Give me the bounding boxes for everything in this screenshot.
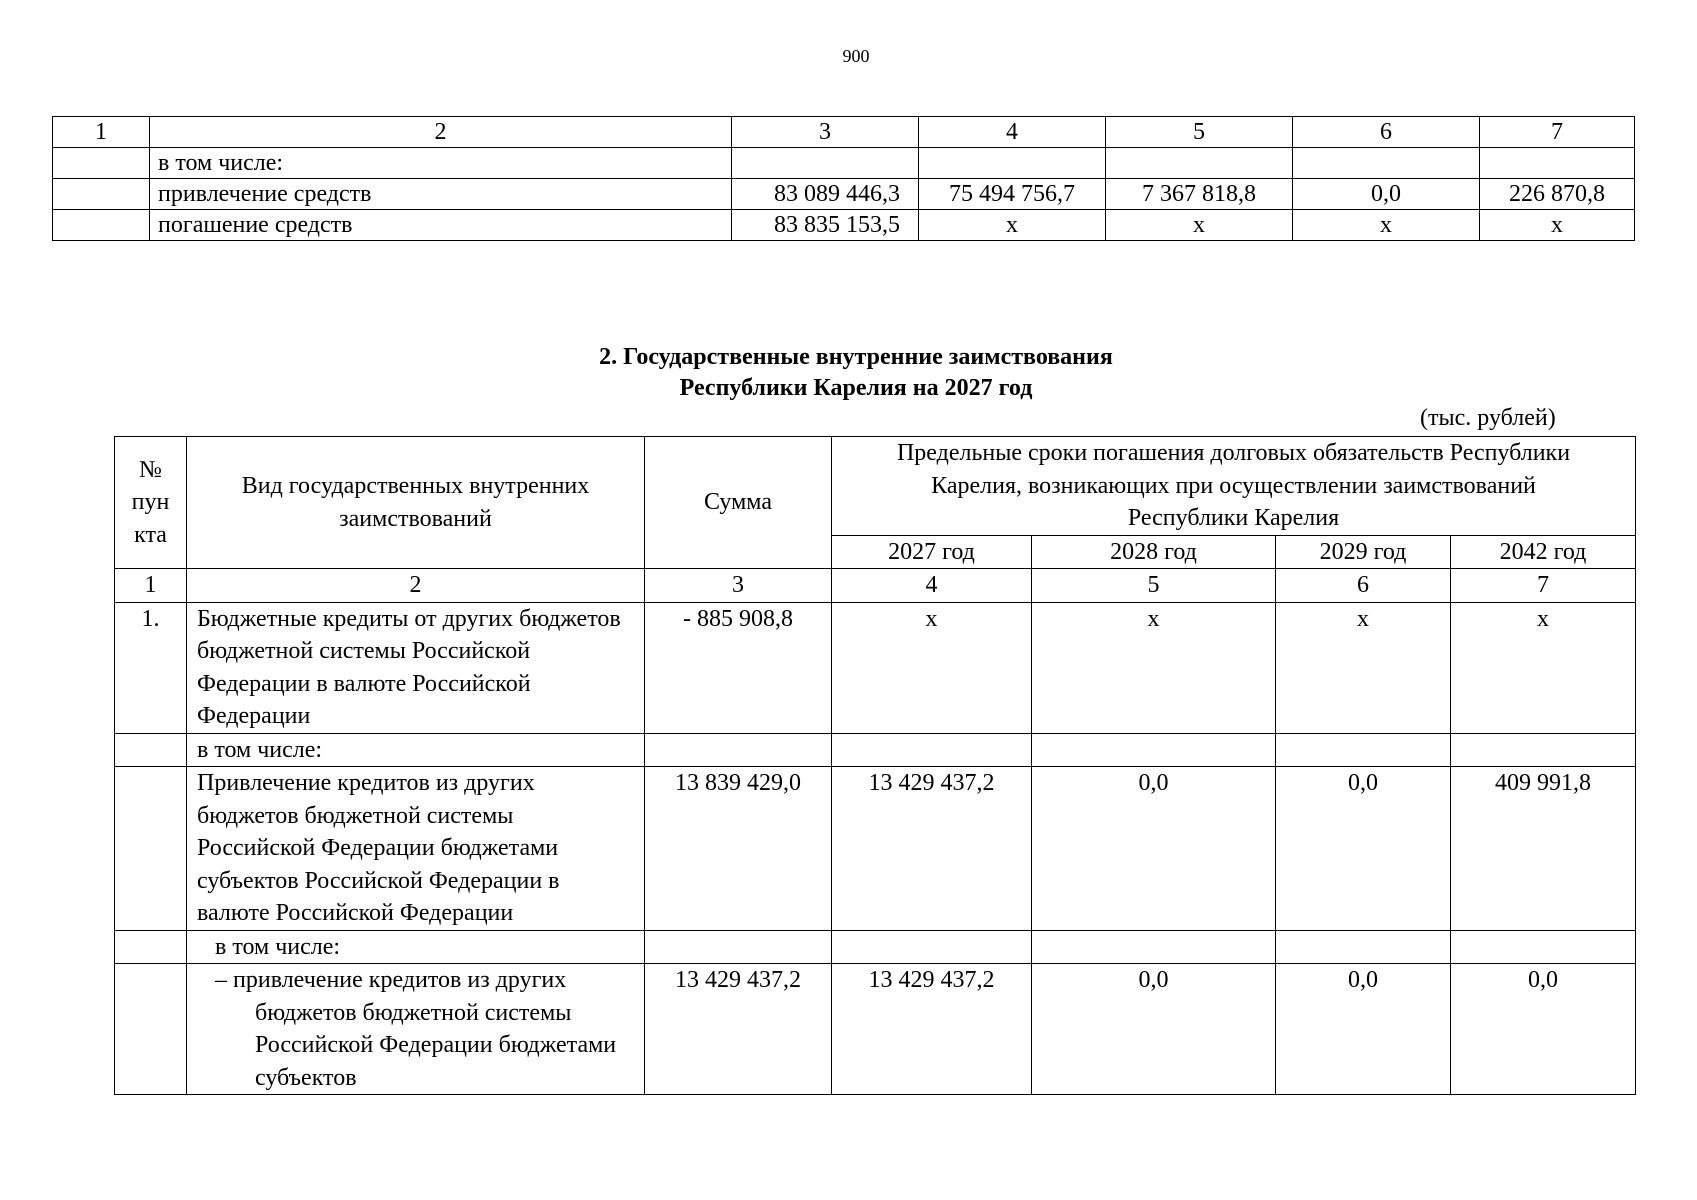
row-value: 409 991,8 — [1451, 767, 1636, 931]
row-sum: 83 089 446,3 — [732, 179, 919, 210]
row-value: x — [1451, 602, 1636, 733]
column-number: 7 — [1451, 569, 1636, 603]
row-number — [115, 767, 187, 931]
row-value — [1451, 733, 1636, 767]
row-value — [919, 148, 1106, 179]
row-value: x — [1480, 210, 1635, 241]
row-sum — [732, 148, 919, 179]
header-text: № — [139, 456, 162, 483]
row-value: 75 494 756,7 — [919, 179, 1106, 210]
row-value — [1451, 930, 1636, 964]
column-number: 7 — [1480, 117, 1635, 148]
column-number: 5 — [1106, 117, 1293, 148]
row-number — [53, 210, 150, 241]
header-item-number — [115, 437, 187, 569]
row-value: x — [1293, 210, 1480, 241]
row-value: 226 870,8 — [1480, 179, 1635, 210]
borrowings-table — [114, 436, 1636, 1095]
row-value — [1276, 930, 1451, 964]
column-number: 6 — [1276, 569, 1451, 603]
header-text: пун — [131, 489, 170, 516]
row-value: 0,0 — [1032, 767, 1276, 931]
row-name: Бюджетные кредиты от других бюджетов бюджетной системы Российской Федерации в валюте Российской Федерации — [187, 602, 645, 733]
row-sum: 13 429 437,2 — [645, 964, 832, 1095]
row-name — [187, 964, 645, 1095]
row-value — [1106, 148, 1293, 179]
row-value: x — [1276, 602, 1451, 733]
row-name: Привлечение кредитов из других бюджетов бюджетной системы Российской Федерации бюджетами субъектов Российской Федерации в валюте Российской Федерации — [187, 767, 645, 931]
row-value: x — [832, 602, 1032, 733]
row-name: привлечение средств — [150, 179, 732, 210]
row-value — [1480, 148, 1635, 179]
row-sum — [645, 733, 832, 767]
column-number: 4 — [832, 569, 1032, 603]
header-year: 2042 год — [1451, 535, 1636, 569]
row-value — [1276, 733, 1451, 767]
row-value: 13 429 437,2 — [832, 964, 1032, 1095]
table-row — [115, 602, 1636, 733]
row-value: 0,0 — [1032, 964, 1276, 1095]
row-value: x — [919, 210, 1106, 241]
row-number — [53, 179, 150, 210]
row-name: погашение средств — [150, 210, 732, 241]
table-row — [115, 733, 1636, 767]
column-number: 1 — [115, 569, 187, 603]
row-value: 0,0 — [1451, 964, 1636, 1095]
header-year: 2029 год — [1276, 535, 1451, 569]
row-number: 1. — [115, 602, 187, 733]
table-row — [53, 210, 1635, 241]
row-value — [1293, 148, 1480, 179]
row-sum — [645, 930, 832, 964]
table-header-row — [115, 437, 1636, 536]
section-title — [0, 342, 1697, 404]
row-name: в том числе: — [187, 930, 645, 964]
row-number — [115, 964, 187, 1095]
column-number: 5 — [1032, 569, 1276, 603]
row-number — [115, 930, 187, 964]
row-value: 0,0 — [1276, 964, 1451, 1095]
table-row — [115, 767, 1636, 931]
row-name-text: – привлечение кредитов из других бюджетов бюджетной системы Российской Федерации бюджетами субъектов — [215, 967, 617, 1091]
row-name: в том числе: — [187, 733, 645, 767]
header-repayment-terms: Предельные сроки погашения долговых обязательств Республики Карелия, возникающих при осуществлении заимствований Республики Карелия — [832, 437, 1636, 536]
column-numbers-row — [115, 569, 1636, 603]
header-year: 2028 год — [1032, 535, 1276, 569]
row-value: 7 367 818,8 — [1106, 179, 1293, 210]
row-value: x — [1106, 210, 1293, 241]
column-number: 3 — [645, 569, 832, 603]
section-title-line: Республики Карелия на 2027 год — [679, 375, 1033, 401]
row-value — [832, 930, 1032, 964]
unit-label: (тыс. рублей) — [1420, 405, 1556, 431]
table-row — [115, 964, 1636, 1095]
header-sum: Сумма — [645, 437, 832, 569]
row-sum: 83 835 153,5 — [732, 210, 919, 241]
continuation-table — [52, 116, 1635, 241]
header-text: кта — [134, 521, 167, 548]
section-title-line: 2. Государственные внутренние заимствования — [599, 344, 1113, 370]
row-name: в том числе: — [150, 148, 732, 179]
page-number: 900 — [842, 46, 870, 66]
column-number: 1 — [53, 117, 150, 148]
table-row — [53, 148, 1635, 179]
table-row — [115, 930, 1636, 964]
row-value: 13 429 437,2 — [832, 767, 1032, 931]
column-number: 4 — [919, 117, 1106, 148]
row-value — [832, 733, 1032, 767]
row-sum: 13 839 429,0 — [645, 767, 832, 931]
row-number — [53, 148, 150, 179]
row-number — [115, 733, 187, 767]
column-number: 6 — [1293, 117, 1480, 148]
row-value: 0,0 — [1276, 767, 1451, 931]
row-value — [1032, 930, 1276, 964]
row-value — [1032, 733, 1276, 767]
row-sum: - 885 908,8 — [645, 602, 832, 733]
table-header-row — [53, 117, 1635, 148]
column-number: 2 — [187, 569, 645, 603]
header-borrowing-type: Вид государственных внутренних заимствований — [187, 437, 645, 569]
row-value: x — [1032, 602, 1276, 733]
header-year: 2027 год — [832, 535, 1032, 569]
column-number: 2 — [150, 117, 732, 148]
column-number: 3 — [732, 117, 919, 148]
table-row — [53, 179, 1635, 210]
row-value: 0,0 — [1293, 179, 1480, 210]
